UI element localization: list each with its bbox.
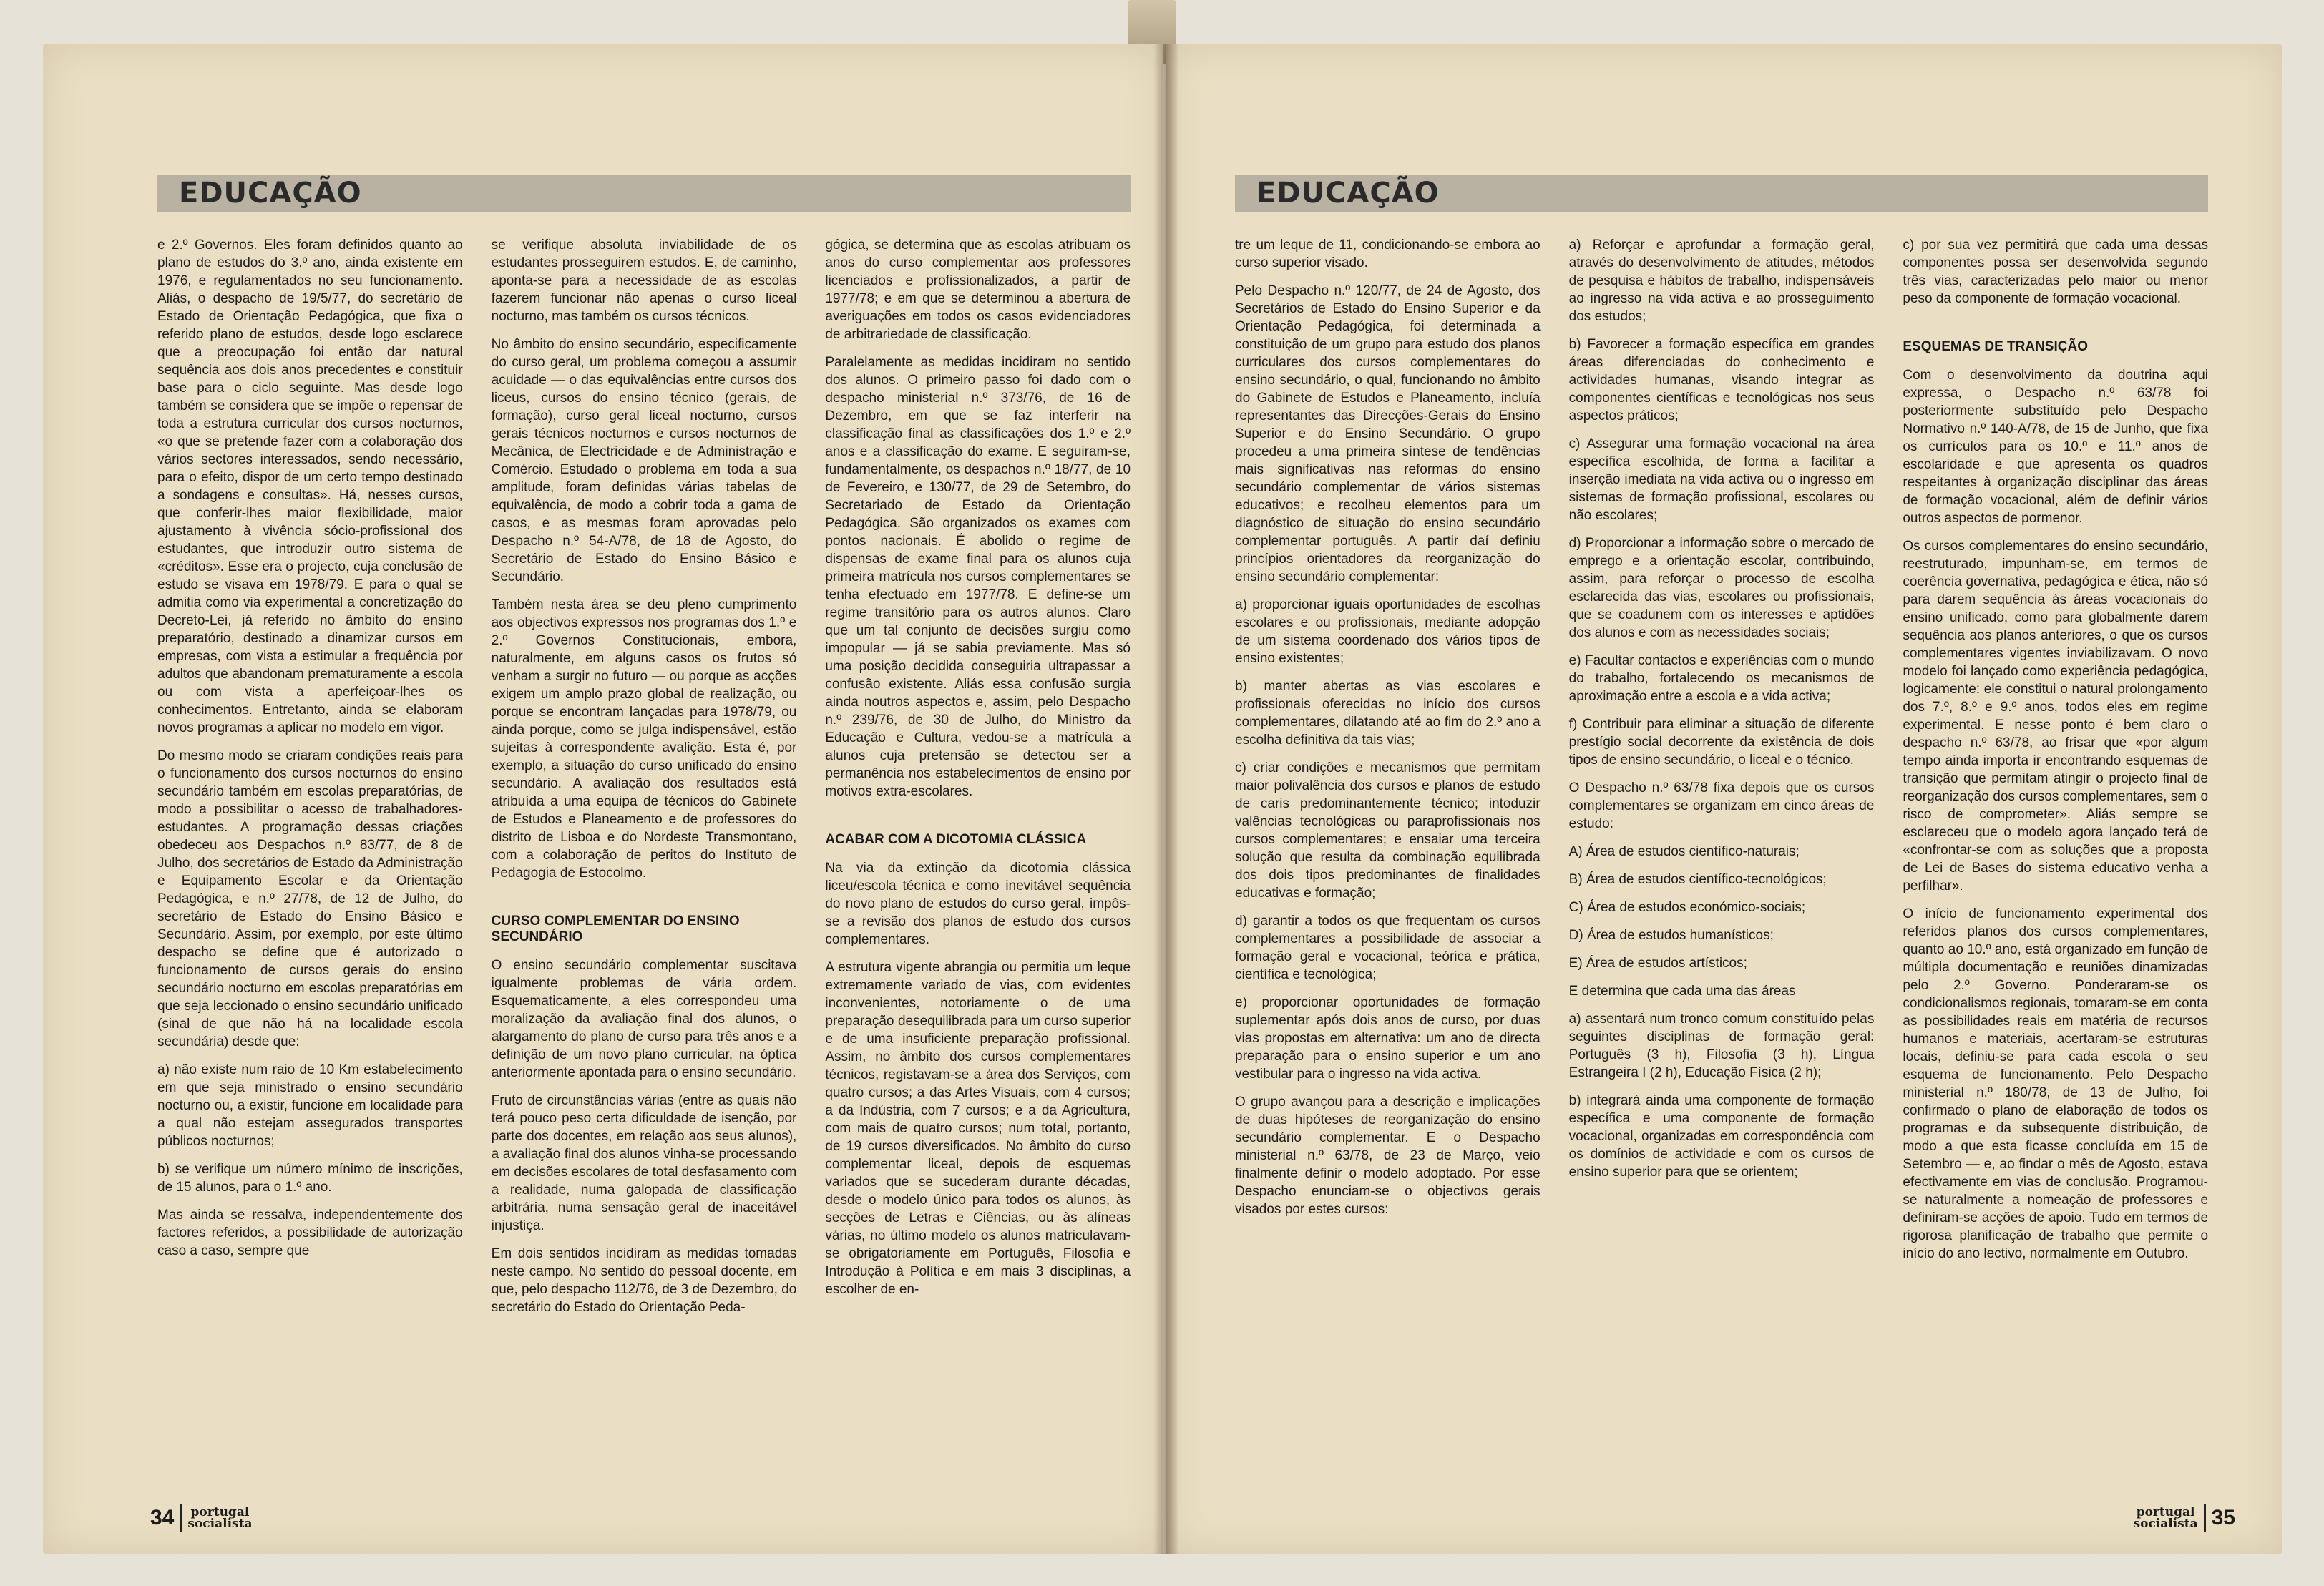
list-item: d) Proporcionar a informação sobre o mercado de emprego e a orientação escolar, contribuindo, assim, para reforçar o processo de escolha esclarecida das vias, escolares ou profissionais, que se coadunem com os interesses e aptidões dos alunos e com as necessidades sociais;: [1568, 536, 1875, 640]
list-item: A) Área de estudos científico-naturais;: [1568, 844, 1800, 859]
list-item: E) Área de estudos artísticos;: [1568, 956, 1747, 971]
paragraph: Do mesmo modo se criaram condições reais para o funcionamento dos cursos nocturnos do ensino secundário também em escolas preparatórias, de modo a possibilitar o acesso de trabalhadores-estudantes. A programação dessas criações obedeceu aos Despachos n.º 83/77, de 8 de Julho, dos secretários de Estado da Administração e Equipamento Escolar e da Orientação Pedagógica, e n.º 27/78, de 12 de Julho, do secretário de Estado do Ensino Básico e Secundário. Assim, por exemplo, por este último despacho se define que é autorizado o funcionamento de cursos gerais do ensino secundário nocturno em escolas preparatórias em que seja leccionado o ensino secundário unificado (sinal de que não há na localidade escola secundária) desde que:: [157, 748, 463, 1049]
footer-divider: [2204, 1504, 2206, 1532]
list-item: b) manter abertas as vias escolares e profissionais oferecidas no início dos cursos complementares, dilatando até ao fim do 2.º ano a escolha definitiva da tais vias;: [1235, 679, 1541, 748]
list-item: b) Favorecer a formação específica em grandes áreas diferenciadas do conhecimento e actividades humanas, visando integrar as componentes científicas e tecnológicas nos seus aspectos práticos;: [1568, 337, 1875, 424]
list-item: e) proporcionar oportunidades de formação suplementar após dois anos de curso, por duas vias propostas em alternativa: um ano de directa preparação para o ensino superior e um ano vestibular para o ingresso na vida activa.: [1235, 995, 1541, 1082]
logo-line: portugal: [2136, 1505, 2195, 1519]
list-item: e) Facultar contactos e experiências com o mundo do trabalho, fortalecendo os mecanismos de aproximação entre a escola e a vida activa;: [1568, 653, 1875, 704]
left-columns: [157, 236, 1131, 1326]
paragraph: tre um leque de 11, condicionando-se embora ao curso superior visado.: [1235, 238, 1541, 270]
logo-line: socialista: [187, 1517, 253, 1531]
list-item: a) não existe num raio de 10 Km estabelecimento em que seja ministrado o ensino secundário nocturno ou, a existir, funcione em localidade para a qual não estejam assegurados transportes públicos nocturnos;: [157, 1062, 463, 1149]
list-item: D) Área de estudos humanísticos;: [1568, 928, 1774, 943]
page-number: 35: [2211, 1506, 2235, 1529]
paragraph: e 2.º Governos. Eles foram definidos quanto ao plano de estudos do 3.º ano, ainda existente em 1976, e regulamentados no seu funcionamento. Aliás, o despacho de 19/5/77, do secretário de Estado de Orientação Pedagógica, que fixa o referido plano de estudos, desde logo esclarece que a preocupação foi então dar natural sequência aos dois anos precedentes e constituir base para o ciclo seguinte. Mas desde logo também se considera que se impõe o repensar de toda a estrutura curricular dos cursos nocturnos, «o que se pretende fazer com a colaboração dos vários sectores interessados, sendo necessário, para o efeito, dispor de um certo tempo destinado a sondagens e consultas». Há, nesses cursos, que conferir-lhes maior flexibilidade, maior ajustamento à vivência sócio-profissional dos estudantes, que introduzir outro sistema de «créditos». Esse era o projecto, cuja conclusão de estudo se visava em 1978/79. E para o qual se admitia como via experimental a concretização do Decreto-Lei, já referido no âmbito do ensino preparatório, destinado a dinamizar cursos em empresas, com vista a estimular a frequência por adultos que abandonam prematuramente a escola ou com vista a aperfeiçoar-lhes os conhecimentos. Entretanto, ainda se elaboram novos programas a aplicar no modelo em vigor.: [157, 238, 463, 735]
right-col-2: [1569, 236, 1875, 1273]
paragraph: Paralelamente as medidas incidiram no sentido dos alunos. O primeiro passo foi dado com o despacho ministerial n.º 373/76, de 16 de Dezembro, em que se faz interferir na classificação final as classificações dos 1.º e 2.º anos e a classificação do exame. E seguiram-se, fundamentalmente, os despachos n.º 18/77, de 10 de Fevereiro, e 130/77, de 29 de Setembro, do Secretariado de Estado da Orientação Pedagógica. São organizados os exames com pontos nacionais. É abolido o regime de dispensas de exame final para os alunos cuja primeira matrícula nos cursos complementares se tenha efectuado em 1977/78. E define-se um regime transitório para os autros alunos. Claro que um tal conjunto de decisões surgiu como impopular — já se sabia previamente. Mas só uma posição decidida conseguiria ultrapassar a confusão existente. Aliás essa confusão surgia ainda noutros aspectos e, assim, pelo Despacho n.º 239/76, de 30 de Julho, do Ministro da Educação e Cultura, vedou-se a matrícula a alunos cuja pretensão se detectou ser a permanência nos estabelecimentos de ensino por motivos extra-escolares.: [825, 355, 1131, 799]
page-footer: [150, 1504, 252, 1532]
paragraph: gógica, se determina que as escolas atribuam os anos do curso complementar aos professores licenciados e profissionalizados, a partir de 1977/78; e em que se determinou a abertura de averiguações em todos os casos evidenciadores de arbitrariedade de classificação.: [825, 238, 1131, 342]
section-header-band: [1235, 175, 2208, 212]
page-footer: [2134, 1504, 2235, 1532]
subheading: CURSO COMPLEMENTAR DO ENSINO SECUNDÁRIO: [491, 914, 740, 944]
page-number: 34: [150, 1506, 175, 1529]
left-col-3: [825, 236, 1131, 1326]
logo-line: portugal: [190, 1505, 250, 1519]
paragraph: Fruto de circunstâncias várias (entre as quais não terá pouco peso certa dificuldade de isenção, por parte dos docentes, em relação aos seus alunos), a avaliação final dos alunos vinha-se processando em decisões escolares de total desfasamento com a realidade, numa galopada de classificação arbitrária, numa sensação geral de inaceitável injustiça.: [491, 1093, 797, 1233]
list-item: c) Assegurar uma formação vocacional na área específica escolhida, de forma a facilitar a inserção imediata na vida activa ou o ingresso em sistemas de formação profissional, escolares ou não escolares;: [1568, 436, 1875, 523]
list-item: c) criar condições e mecanismos que permitam maior polivalência dos cursos e planos de estudo de caris predominantemente técnico; intoduzir valências tecnológicas ou paraprofissionais nos cursos complementares; e ensaiar uma terceira solução que resulta da combinação equilibrada dos dois tipos predominantes de finalidades educativas e formação;: [1235, 760, 1541, 901]
list-item: a) proporcionar iguais oportunidades de escolhas escolares e ou profissionais, mediante adopção de um sistema coordenado dos vários tipos de ensino existentes;: [1235, 597, 1541, 666]
list-item: c) por sua vez permitirá que cada uma dessas componentes possa ser desenvolvida segundo três vias, caracterizadas pelo maior ou menor peso da componente de formação vocacional.: [1903, 238, 2209, 306]
right-page: [1166, 44, 2282, 1554]
right-col-1: [1235, 236, 1541, 1273]
right-columns: [1235, 236, 2208, 1273]
paragraph: O ensino secundário complementar suscitava igualmente problemas de vária ordem. Esquematicamente, a eles correspondeu uma moralização da avaliação final dos alunos, o alargamento do plano de curso para três anos e a definição de um novo plano curricular, na óptica anteriormente apontada para o ensino secundário.: [491, 958, 797, 1080]
paragraph: Na via da extinção da dicotomia clássica liceu/escola técnica e como inevitável sequência do novo plano de estudos do curso geral, impôs-se a revisão dos planos de estudo dos cursos complementares.: [825, 861, 1131, 947]
paragraph: Mas ainda se ressalva, independentemente dos factores referidos, a possibilidade de autorização caso a caso, sempre que: [157, 1208, 463, 1258]
paragraph: O Despacho n.º 63/78 fixa depois que os cursos complementares se organizam em cinco áreas de estudo:: [1568, 780, 1875, 831]
publication-logo: [187, 1507, 252, 1529]
paragraph: se verifique absoluta inviabilidade de os estudantes prosseguirem estudos. E, de caminho, aponta-se para a necessidade de as escolas fazerem funcionar não apenas o curso liceal nocturno, mas também os cursos técnicos.: [491, 238, 797, 324]
paragraph: O início de funcionamento experimental dos referidos planos dos cursos complementares, quanto ao 10.º ano, está organizado em função de múltipla documentação e reuniões dinamizadas pelo 2.º Governo. Ponderaram-se os condicionalismos regionais, tomaram-se em conta as possibilidades reais em matéria de recursos humanos e materiais, acertaram-se estruturas locais, definiu-se para cada escola o seu esquema de funcionamento. Pelo Despacho ministerial n.º 180/78, de 13 de Julho, foi confirmado o plano de elaboração de todos os programas e da subsequente distribuição, de modo a que esta ficasse concluída em 15 de Setembro — e, ao findar o mês de Agosto, estava efectivamente em vias de conclusão. Programou-se naturalmente a nomeação de professores e definiram-se acções de apoio. Tudo em termos de rigorosa planificação de trabalho que permite o início do ano lectivo, normalmente em Outubro.: [1903, 906, 2209, 1261]
center-gutter: [1153, 44, 1179, 1554]
list-item: B) Área de estudos científico-tecnológicos;: [1568, 872, 1827, 887]
list-item: C) Área de estudos económico-sociais;: [1568, 900, 1806, 915]
left-page: [43, 44, 1163, 1554]
paragraph: E determina que cada uma das áreas: [1568, 984, 1796, 999]
paragraph: Com o desenvolvimento da doutrina aqui expressa, o Despacho n.º 63/78 foi posteriormente substituído pelo Despacho Normativo n.º 140-A/78, de 15 de Junho, que fixa os currículos para os 10.º e 11.º anos de escolaridade e que apresenta os quadros respeitantes à organização disciplinar das áreas de formação vocacional, além de definir vários outros aspectos de pormenor.: [1903, 368, 2209, 526]
right-col-3: [1903, 236, 2208, 1273]
paragraph: Em dois sentidos incidiram as medidas tomadas neste campo. No sentido do pessoal docente, em que, pelo despacho 112/76, de 3 de Dezembro, do secretário do Estado do Orientação Peda-: [491, 1246, 797, 1315]
list-item: a) Reforçar e aprofundar a formação geral, através do desenvolvimento de atitudes, métodos de pesquisa e hábitos de trabalho, indispensáveis ao ingresso na vida activa e ao prosseguimento dos estudos;: [1568, 238, 1875, 324]
list-item: d) garantir a todos os que frequentam os cursos complementares a possibilidade de associar a formação geral e vocacional, teórica e prática, científica e tecnológica;: [1235, 914, 1541, 982]
logo-line: socialista: [2133, 1517, 2198, 1531]
subheading: ACABAR COM A DICOTOMIA CLÁSSICA: [825, 832, 1087, 847]
paragraph: A estrutura vigente abrangia ou permitia um leque extremamente variado de vias, com evidentes inconvenientes, notoriamente o de uma preparação desequilibrada para um curso superior e de uma insuficiente preparação profissional. Assim, no âmbito dos cursos complementares técnicos, registavam-se a área dos Serviços, com quatro cursos; a das Artes Visuais, com 4 cursos; a da Indústria, com 7 cursos; e a da Agricultura, com mais de quatro cursos; num total, portanto, de 19 cursos diversificados. No âmbito do curso complementar liceal, depois de esquemas variados que se sucederam durante décadas, desde o modelo único para todos os alunos, às secções de Letras e Ciências, ou às alíneas várias, no último modelo os alunos matriculavam-se obrigatoriamente em Português, Filosofia e Introdução à Política e em mais 3 disciplinas, a escolher de en-: [825, 960, 1131, 1297]
paragraph: Pelo Despacho n.º 120/77, de 24 de Agosto, dos Secretários de Estado do Ensino Superior e da Orientação Pedagógica, foi determinada a constituição de um grupo para estudo dos planos curriculares dos cursos complementares do ensino secundário, o qual, funcionando no âmbito do Gabinete de Estudos e Planeamento, incluía representantes das Direcções-Gerais do Ensino Superior e do Ensino Secundário. O grupo procedeu a uma primeira síntese de tendências mais significativas nas reformas do ensino secundário complementar de vários sistemas educativos; e recolheu elementos para um diagnóstico de situação do ensino secundário complementar português. A partir daí definiu princípios orientadores da reorganização do ensino secundário complementar:: [1235, 283, 1541, 584]
list-item: a) assentará num tronco comum constituído pelas seguintes disciplinas de formação geral: Português (3 h), Filosofia (3 h), Língua Estrangeira I (2 h), Educação Física (2 h);: [1568, 1012, 1875, 1080]
section-title: EDUCAÇÃO: [179, 177, 362, 210]
paragraph: O grupo avançou para a descrição e implicações de duas hipóteses de reorganização do ensino secundário complementar. E o Despacho ministerial n.º 63/78, de 23 de Março, veio finalmente definir o modelo adoptado. Por esse Despacho enunciam-se o objectivos gerais visados por estes cursos:: [1235, 1095, 1541, 1217]
section-title: EDUCAÇÃO: [1256, 177, 1440, 210]
paragraph: No âmbito do ensino secundário, especificamente do curso geral, um problema começou a assumir acuidade — o das equivalências entre cursos dos liceus, cursos do ensino técnico (gerais, de formação), curso geral liceal nocturno, cursos gerais técnicos nocturnos e cursos nocturnos de Mecânica, de Electricidade e de Administração e Comércio. Estudado o problema em toda a sua amplitude, foram definidas várias tabelas de equivalência, de modo a cobrir toda a gama de casos, e as mesmas foram aprovadas pelo Despacho n.º 54-A/78, de 18 de Agosto, do Secretário de Estado do Ensino Básico e Secundário.: [491, 337, 797, 584]
footer-divider: [180, 1504, 182, 1532]
paragraph: Os cursos complementares do ensino secundário, reestruturado, impunham-se, em termos de coerência governativa, pedagógica e ética, não só para darem sequência às áreas vocacionais do ensino unificado, como para globalmente darem sequência aos planos anteriores, o que os cursos complementares vigentes inviabilizavam. O novo modelo foi lançado como experiência pedagógica, logicamente: ele constitui o natural prolongamento dos 7.º, 8.º e 9.º anos, todos eles em regime experimental. E nesse ponto é bem claro o despacho n.º 63/78, ao frisar que «por algum tempo ainda importa ir encontrando esquemas de transição que permitam atingir o projecto final de reorganização dos cursos complementares, sem o risco de comprometer». Aliás sempre se esclareceu que o modelo agora lançado terá de «confrontar-se com as soluções que a proposta de Lei de Bases do sistema educativo venha a perfilhar».: [1903, 539, 2209, 894]
publication-logo: [2134, 1507, 2198, 1529]
section-header-band: [157, 175, 1131, 212]
list-item: f) Contribuir para eliminar a situação de diferente prestígio social decorrente da existência de dois tipos de ensino secundário, o liceal e o técnico.: [1568, 717, 1875, 768]
list-item: b) integrará ainda uma componente de formação específica e uma componente de formação vocacional, organizadas em correspondência com os domínios de actividade e com os cursos de ensino superior para que se orientem;: [1568, 1093, 1875, 1180]
left-col-2: [492, 236, 797, 1326]
left-col-1: [157, 236, 463, 1326]
list-item: b) se verifique um número mínimo de inscrições, de 15 alunos, para o 1.º ano.: [157, 1162, 463, 1195]
subheading: ESQUEMAS DE TRANSIÇÃO: [1903, 339, 2088, 354]
paragraph: Também nesta área se deu pleno cumprimento aos objectivos expressos nos programas dos 1.º e 2.º Governos Constitucionais, embora, naturalmente, em alguns casos os frutos só venham a surgir no futuro — ou porque as acções exigem um amplo prazo global de realização, ou porque se encontram lançadas para 1978/79, ou ainda porque, como se julga indispensável, estão sujeitas à correspondente avalição. Esta é, por exemplo, a situação do curso unificado do ensino secundário. A avaliação dos resultados está atribuída a uma equipa de técnicos do Gabinete de Estudos e Planeamento e de professores do distrito de Lisboa e do Nordeste Transmontano, com a colaboração de peritos do Instituto de Pedagogia de Estocolmo.: [491, 597, 797, 881]
